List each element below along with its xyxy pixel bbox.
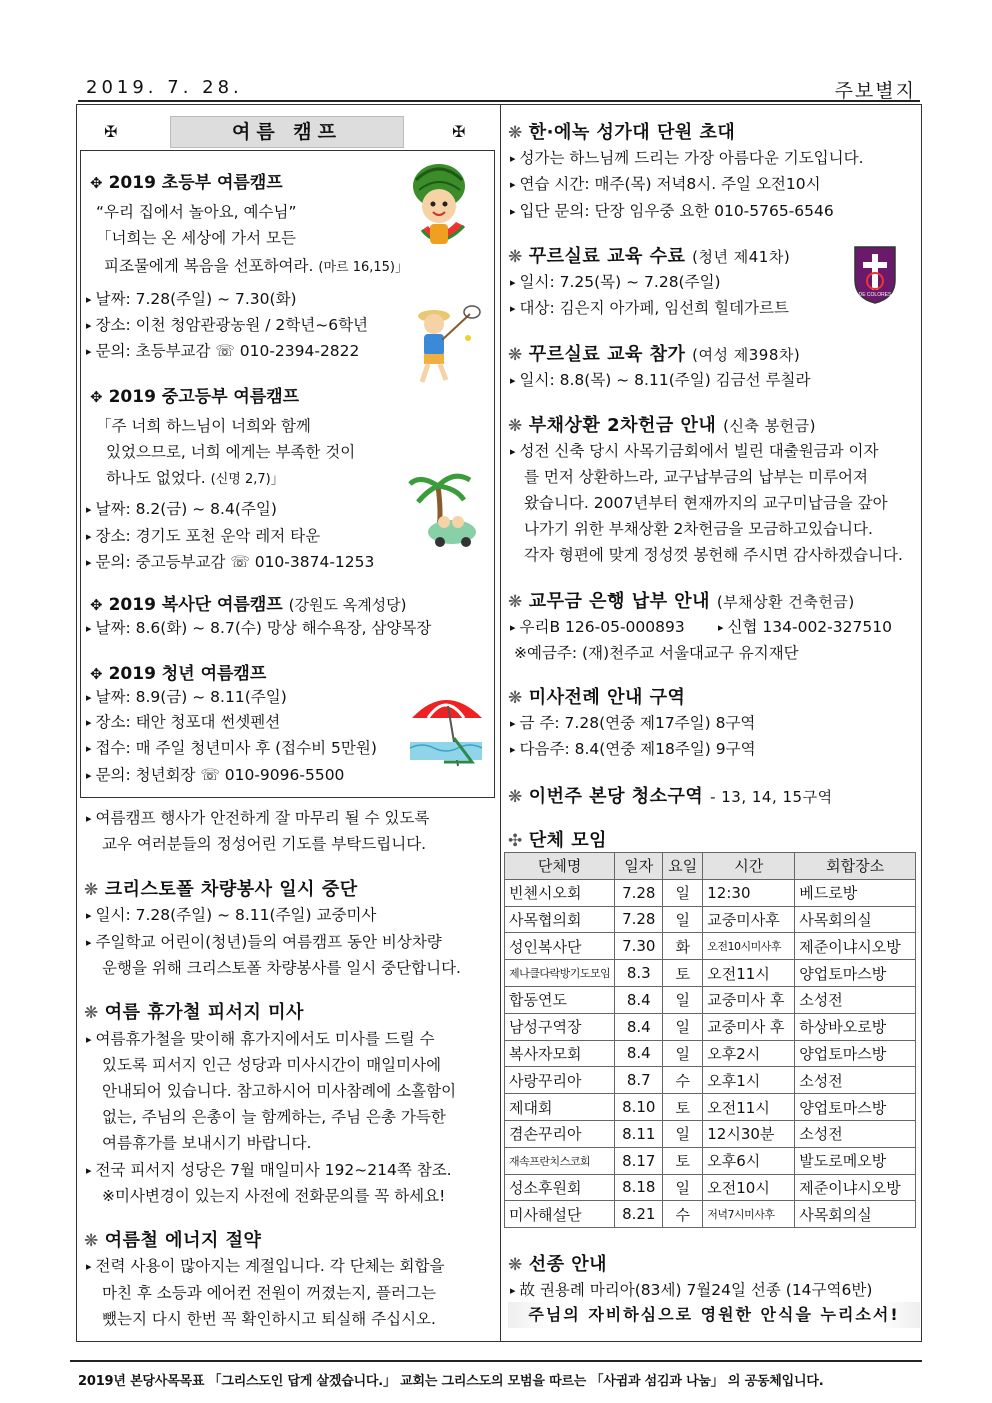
table-row: 제대회 8.10 토 오전11시 양업토마스방 xyxy=(505,1094,916,1121)
asterisk-icon: ❋ xyxy=(84,1003,99,1023)
youth-camp-registration: ▸ 접수: 매 주일 청년미사 후 (접수비 5만원) xyxy=(86,738,377,760)
funeral-blessing: 주님의 자비하심으로 영원한 안식을 누리소서! xyxy=(508,1302,920,1328)
cross-icon: ✠ xyxy=(452,122,466,141)
palm-tree-car-illustration xyxy=(408,466,478,548)
table-row: 빈첸시오회 7.28 일 12:30 베드로방 xyxy=(505,879,916,906)
group-meetings-heading: ✣ 단체 모임 xyxy=(508,830,608,851)
table-row: 사랑꾸리아 8.7 수 오후1시 소성전 xyxy=(505,1067,916,1094)
asterisk-icon: ❋ xyxy=(84,880,99,900)
table-row: 남성구역장 8.4 일 교중미사 후 하상바오로방 xyxy=(505,1013,916,1040)
table-header-row: 단체명 일자 요일 시간 회합장소 xyxy=(505,853,916,880)
bulletin-title: 주보별지 xyxy=(834,80,916,102)
watermelon-kid-illustration xyxy=(404,160,474,252)
vacation-mass-heading: ❋ 여름 휴가철 피서지 미사 xyxy=(84,1002,304,1023)
table-row: 제나클다락방기도모임 8.3 토 오전11시 양업토마스방 xyxy=(505,960,916,987)
asterisk-icon: ❋ xyxy=(508,416,523,436)
cross-icon: ✠ xyxy=(104,122,118,141)
altar-servers-camp-heading: ✥ 2019 복사단 여름캠프 (강원도 옥계성당) xyxy=(90,595,407,615)
youth-camp-date: ▸ 날짜: 8.9(금) ~ 8.11(주일) xyxy=(86,687,287,709)
column-divider xyxy=(500,104,501,1342)
table-row: 합동연도 8.4 일 교중미사 후 소성전 xyxy=(505,986,916,1013)
diamond-icon: ✥ xyxy=(90,665,103,683)
table-row: 사목협의회 7.28 일 교중미사후 사목회의실 xyxy=(505,906,916,933)
asterisk-icon: ❋ xyxy=(508,688,523,708)
choir-heading: ❋ 한·에녹 성가대 단원 초대 xyxy=(508,122,736,143)
prayer-request: ▸ 여름캠프 행사가 안전하게 잘 마무리 될 수 있도록 xyxy=(86,808,429,830)
cleaning-district-heading: ❋ 이번주 본당 청소구역 - 13, 14, 15구역 xyxy=(508,786,833,807)
cursillo-participation-heading: ❋ 꾸르실료 교육 참가 (여성 제398차) xyxy=(508,344,801,365)
diamond-icon: ✥ xyxy=(90,174,103,192)
table-row: 성소후원회 8.18 일 오전10시 제준이냐시오방 xyxy=(505,1174,916,1201)
asterisk-icon: ❋ xyxy=(508,123,523,143)
asterisk-icon: ❋ xyxy=(508,1255,523,1275)
asterisk-icon: ❋ xyxy=(508,787,523,807)
debt-repayment-heading: ❋ 부채상환 2차헌금 안내 (신축 봉헌금) xyxy=(508,415,817,436)
svg-text:DE COLORES: DE COLORES xyxy=(858,292,892,298)
asterisk-icon: ❋ xyxy=(508,592,523,612)
liturgy-district-heading: ❋ 미사전례 안내 구역 xyxy=(508,687,686,708)
youth-camp-heading: ✥ 2019 청년 여름캠프 xyxy=(90,664,267,684)
summer-camp-banner: 여름 캠프 xyxy=(170,116,404,148)
table-row: 미사해설단 8.21 수 저녁7시미사후 사목회의실 xyxy=(505,1201,916,1228)
middle-high-camp-place: ▸ 장소: 경기도 포천 운악 레저 타운 xyxy=(86,526,320,548)
energy-saving-heading: ❋ 여름철 에너지 절약 xyxy=(84,1230,262,1251)
cursillo-completion-heading: ❋ 꾸르실료 교육 수료 (청년 제41차) xyxy=(508,246,791,267)
christopher-heading: ❋ 크리스토폴 차량봉사 일시 중단 xyxy=(84,879,358,900)
youth-camp-place: ▸ 장소: 태안 청포대 썬셋펜션 xyxy=(86,712,280,734)
altar-servers-camp-date: ▸ 날짜: 8.6(화) ~ 8.7(수) 망상 해수욕장, 삼양목장 xyxy=(86,618,431,640)
elementary-camp-quote: “우리 집에서 놀아요, 예수님” xyxy=(96,203,297,221)
group-meetings-table xyxy=(504,852,916,1228)
diamond-icon: ✥ xyxy=(90,388,103,406)
asterisk-icon: ❋ xyxy=(508,247,523,267)
elementary-camp-date: ▸ 날짜: 7.28(주일) ~ 7.30(화) xyxy=(86,289,297,311)
table-row: 성인복사단 7.30 화 오전10시미사후 제준이냐시오방 xyxy=(505,933,916,960)
cursillo-logo xyxy=(852,244,898,306)
footer-rule xyxy=(70,1360,922,1362)
elementary-camp-place: ▸ 장소: 이천 청암관광농원 / 2학년~6학년 xyxy=(86,315,368,337)
table-row: 복사자모회 8.4 일 오후2시 양업토마스방 xyxy=(505,1040,916,1067)
elementary-camp-heading: ✥ 2019 초등부 여름캠프 xyxy=(90,173,283,193)
youth-camp-contact: ▸ 문의: 청년회장 ☏ 010-9096-5500 xyxy=(86,765,344,787)
table-row: 재속프란치스코회 8.17 토 오후6시 발도로메오방 xyxy=(505,1147,916,1174)
bank-payment-heading: ❋ 교무금 은행 납부 안내 (부채상환 건축헌금) xyxy=(508,591,855,612)
funeral-notice-heading: ❋ 선종 안내 xyxy=(508,1254,608,1275)
sparkle-icon: ✣ xyxy=(508,831,523,851)
middle-high-camp-date: ▸ 날짜: 8.2(금) ~ 8.4(주일) xyxy=(86,499,277,521)
middle-high-camp-heading: ✥ 2019 중고등부 여름캠프 xyxy=(90,387,300,407)
table-row: 겸손꾸리아 8.11 일 12시30분 소성전 xyxy=(505,1120,916,1147)
elementary-camp-contact: ▸ 문의: 초등부교감 ☏ 010-2394-2822 xyxy=(86,341,359,363)
asterisk-icon: ❋ xyxy=(84,1231,99,1251)
middle-high-camp-contact: ▸ 문의: 중고등부교감 ☏ 010-3874-1253 xyxy=(86,552,374,574)
kid-with-net-illustration xyxy=(408,304,482,386)
footer-motto: 2019년 본당사목목표 「그리스도인 답게 살겠습니다.」 교회는 그리스도의 모범을 따르는 「사귐과 섬김과 나눔」 의 공동체입니다. xyxy=(78,1374,824,1389)
page-header xyxy=(78,74,920,102)
asterisk-icon: ❋ xyxy=(508,345,523,365)
beach-umbrella-illustration xyxy=(406,688,488,772)
diamond-icon: ✥ xyxy=(90,596,103,614)
middle-high-camp-quote: 「주 너희 하느님이 너희와 함께 xyxy=(96,417,311,435)
bulletin-date: 2019. 7. 28. xyxy=(86,77,243,98)
